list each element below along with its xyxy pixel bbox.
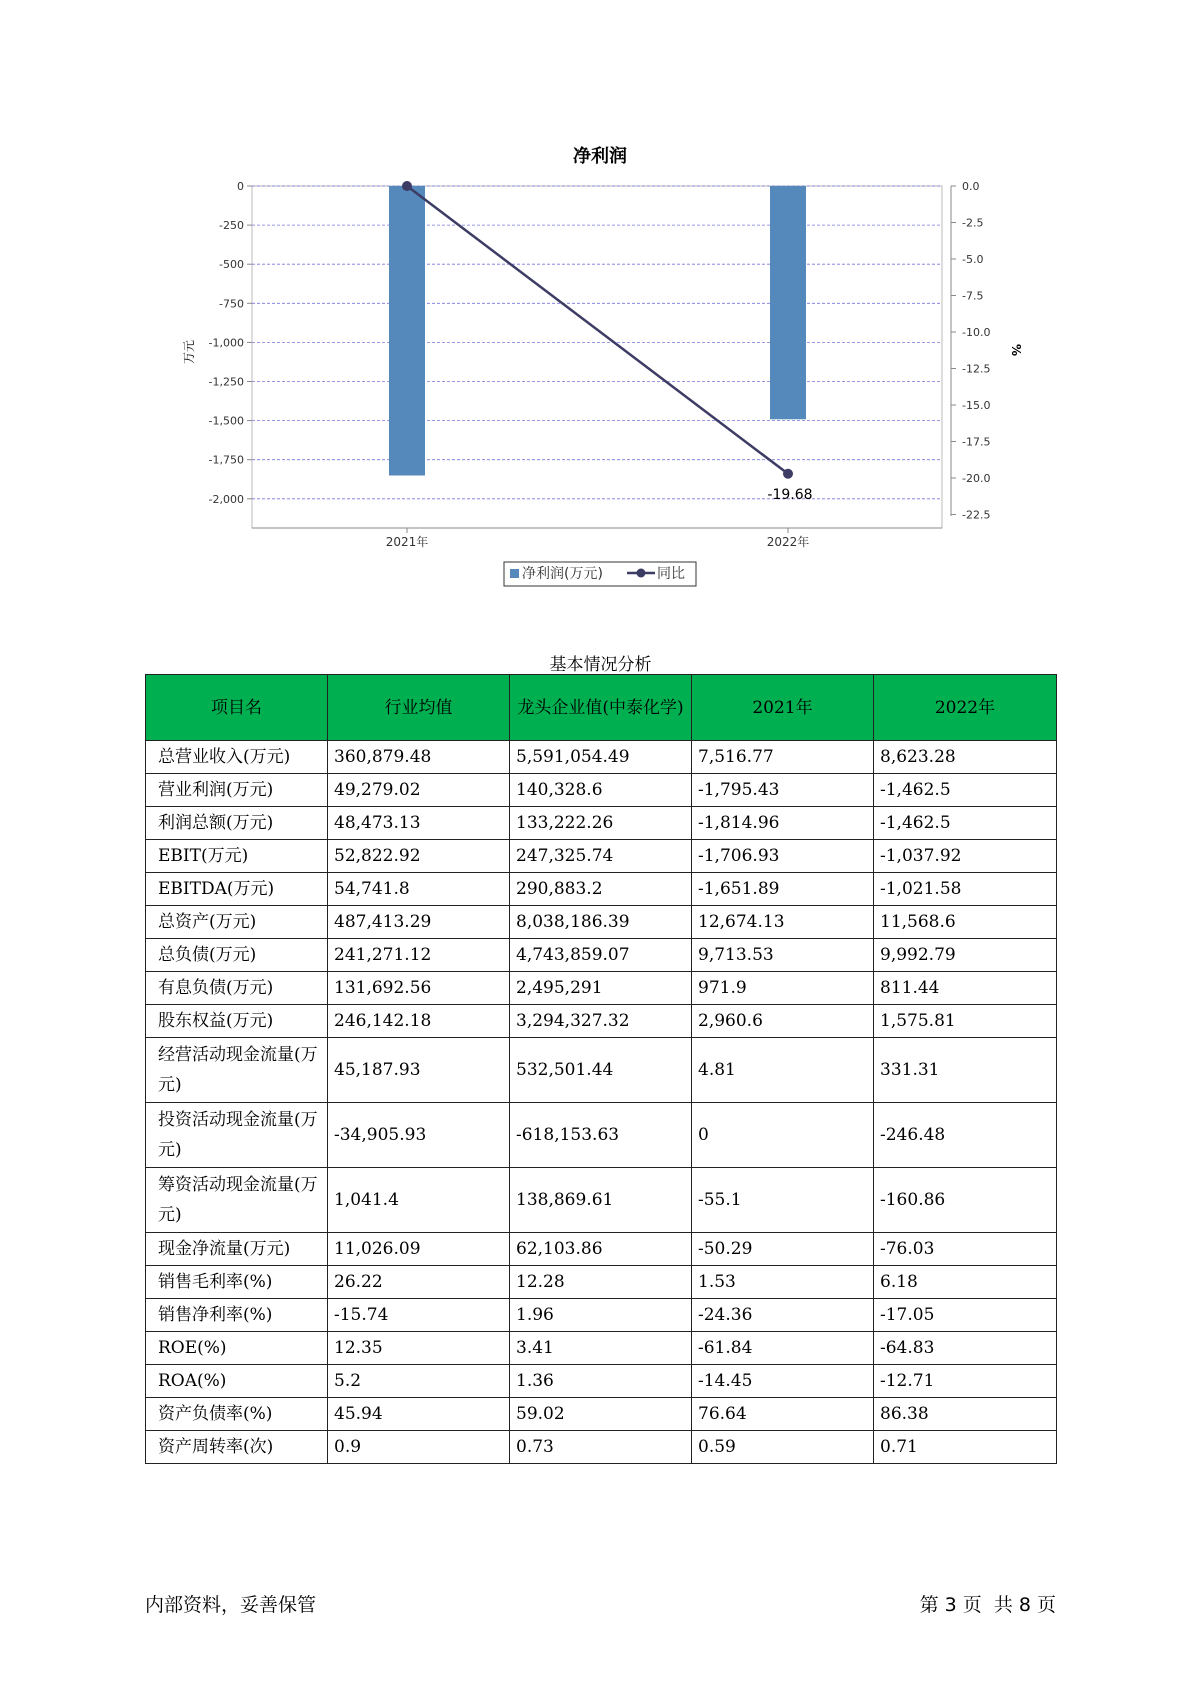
y-tick-label: -250 xyxy=(219,219,244,233)
y2-tick-label: -17.5 xyxy=(962,435,991,449)
table-cell: 131,692.56 xyxy=(328,972,510,1005)
table-cell: 48,473.13 xyxy=(328,807,510,840)
table-row xyxy=(146,741,1057,774)
table-cell: 1.36 xyxy=(510,1365,692,1398)
net-profit-chart xyxy=(0,0,1191,600)
y2-tick-label: -12.5 xyxy=(962,362,991,376)
y2-tick-label: -22.5 xyxy=(962,508,991,522)
table-cell: 1,041.4 xyxy=(328,1168,510,1233)
legend-label-yoy: 同比 xyxy=(657,566,685,582)
table-cell: -246.48 xyxy=(874,1103,1057,1168)
table-cell: 4.81 xyxy=(692,1038,874,1103)
table-row xyxy=(146,873,1057,906)
table-cell: -1,814.96 xyxy=(692,807,874,840)
table-cell: 487,413.29 xyxy=(328,906,510,939)
row-label: EBITDA(万元) xyxy=(146,873,328,906)
table-cell: -76.03 xyxy=(874,1233,1057,1266)
confidential-note: 内部资料，妥善保管 xyxy=(145,1594,317,1616)
row-label: 销售净利率(%) xyxy=(146,1299,328,1332)
table-cell: 360,879.48 xyxy=(328,741,510,774)
y-tick-label: -1,750 xyxy=(208,453,244,467)
table-row xyxy=(146,1168,1057,1233)
table-cell: 290,883.2 xyxy=(510,873,692,906)
table-cell: 45,187.93 xyxy=(328,1038,510,1103)
y2-tick-label: -7.5 xyxy=(962,289,984,303)
table-row xyxy=(146,1332,1057,1365)
table-cell: -34,905.93 xyxy=(328,1103,510,1168)
table-cell: -55.1 xyxy=(692,1168,874,1233)
table-cell: 12.35 xyxy=(328,1332,510,1365)
y-tick-label: -1,250 xyxy=(208,375,244,389)
yoy-line xyxy=(407,186,788,474)
table-cell: 247,325.74 xyxy=(510,840,692,873)
yoy-point xyxy=(783,469,793,479)
row-label: 筹资活动现金流量(万元) xyxy=(146,1168,328,1233)
table-cell: 0.71 xyxy=(874,1431,1057,1464)
table-cell: -160.86 xyxy=(874,1168,1057,1233)
y2-axis-title: % xyxy=(1009,343,1023,357)
yoy-point xyxy=(402,181,412,191)
table-cell: -24.36 xyxy=(692,1299,874,1332)
y2-tick-label: -10.0 xyxy=(962,326,991,339)
table-cell: 971.9 xyxy=(692,972,874,1005)
table-cell: -1,462.5 xyxy=(874,774,1057,807)
row-label: 利润总额(万元) xyxy=(146,807,328,840)
table-cell: 62,103.86 xyxy=(510,1233,692,1266)
table-cell: 9,992.79 xyxy=(874,939,1057,972)
table-cell: 0.9 xyxy=(328,1431,510,1464)
row-label: 投资活动现金流量(万元) xyxy=(146,1103,328,1168)
table-cell: 4,743,859.07 xyxy=(510,939,692,972)
y2-tick-label: -15.0 xyxy=(962,399,991,412)
row-label: 现金净流量(万元) xyxy=(146,1233,328,1266)
table-cell: -15.74 xyxy=(328,1299,510,1332)
table-cell: 26.22 xyxy=(328,1266,510,1299)
table-cell: -1,651.89 xyxy=(692,873,874,906)
header-industry-average: 行业均值 xyxy=(328,675,510,741)
table-cell: 2,960.6 xyxy=(692,1005,874,1038)
table-cell: 133,222.26 xyxy=(510,807,692,840)
y2-tick-label: -5.0 xyxy=(962,253,984,266)
table-cell: 3,294,327.32 xyxy=(510,1005,692,1038)
y-tick-label: -500 xyxy=(219,258,244,272)
row-label: ROA(%) xyxy=(146,1365,328,1398)
table-cell: 0.73 xyxy=(510,1431,692,1464)
table-cell: -1,462.5 xyxy=(874,807,1057,840)
row-label: 总资产(万元) xyxy=(146,906,328,939)
table-cell: 54,741.8 xyxy=(328,873,510,906)
y-tick-label: -750 xyxy=(219,297,244,311)
table-cell: 12,674.13 xyxy=(692,906,874,939)
table-cell: 59.02 xyxy=(510,1398,692,1431)
basic-analysis-table xyxy=(145,674,1057,1464)
legend-swatch-point xyxy=(637,569,646,578)
y2-tick-label: -20.0 xyxy=(962,472,991,485)
table-cell: 2,495,291 xyxy=(510,972,692,1005)
table-cell: 12.28 xyxy=(510,1266,692,1299)
table-cell: 11,568.6 xyxy=(874,906,1057,939)
table-cell: 52,822.92 xyxy=(328,840,510,873)
table-row xyxy=(146,1233,1057,1266)
y-tick-label: -2,000 xyxy=(208,492,244,506)
table-cell: -1,795.43 xyxy=(692,774,874,807)
table-row xyxy=(146,1266,1057,1299)
table-row xyxy=(146,939,1057,972)
table-cell: 241,271.12 xyxy=(328,939,510,972)
table-cell: 5,591,054.49 xyxy=(510,741,692,774)
x-tick-label: 2022年 xyxy=(766,535,810,549)
row-label: 总负债(万元) xyxy=(146,939,328,972)
table-cell: 246,142.18 xyxy=(328,1005,510,1038)
table-cell: 3.41 xyxy=(510,1332,692,1365)
table-cell: 6.18 xyxy=(874,1266,1057,1299)
table-cell: 11,026.09 xyxy=(328,1233,510,1266)
table-row xyxy=(146,807,1057,840)
y-axis-title: 万元 xyxy=(182,339,196,365)
table-row xyxy=(146,1299,1057,1332)
table-cell: 49,279.02 xyxy=(328,774,510,807)
table-cell: -1,037.92 xyxy=(874,840,1057,873)
legend-label-net-profit: 净利润(万元) xyxy=(522,566,603,582)
table-cell: -50.29 xyxy=(692,1233,874,1266)
y-tick-label: -1,000 xyxy=(208,336,244,350)
table-cell: 1,575.81 xyxy=(874,1005,1057,1038)
table-cell: -12.71 xyxy=(874,1365,1057,1398)
table-cell: 1.53 xyxy=(692,1266,874,1299)
table-cell: 140,328.6 xyxy=(510,774,692,807)
table-row xyxy=(146,840,1057,873)
row-label: EBIT(万元) xyxy=(146,840,328,873)
table-cell: 138,869.61 xyxy=(510,1168,692,1233)
bar-net-profit-2021年 xyxy=(389,186,425,475)
table-cell: 86.38 xyxy=(874,1398,1057,1431)
table-row xyxy=(146,1431,1057,1464)
table-cell: -64.83 xyxy=(874,1332,1057,1365)
row-label: ROE(%) xyxy=(146,1332,328,1365)
row-label: 资产负债率(%) xyxy=(146,1398,328,1431)
table-cell: 331.31 xyxy=(874,1038,1057,1103)
plot-frame xyxy=(252,186,942,528)
row-label: 股东权益(万元) xyxy=(146,1005,328,1038)
y2-tick-label: -2.5 xyxy=(962,216,984,230)
row-label: 营业利润(万元) xyxy=(146,774,328,807)
table-row xyxy=(146,1103,1057,1168)
header-item-name: 项目名 xyxy=(146,675,328,741)
data-label-yoy: -19.68 xyxy=(767,486,813,503)
table-cell: 7,516.77 xyxy=(692,741,874,774)
row-label: 有息负债(万元) xyxy=(146,972,328,1005)
table-cell: 8,623.28 xyxy=(874,741,1057,774)
y-tick-label: 0 xyxy=(237,180,244,193)
x-tick-label: 2021年 xyxy=(385,535,429,549)
table-cell: -618,153.63 xyxy=(510,1103,692,1168)
table-row xyxy=(146,1005,1057,1038)
table-cell: 8,038,186.39 xyxy=(510,906,692,939)
table-cell: -61.84 xyxy=(692,1332,874,1365)
row-label: 经营活动现金流量(万元) xyxy=(146,1038,328,1103)
header-leading-company: 龙头企业值(中泰化学) xyxy=(510,675,692,741)
row-label: 销售毛利率(%) xyxy=(146,1266,328,1299)
table-cell: -17.05 xyxy=(874,1299,1057,1332)
y2-tick-label: 0.0 xyxy=(962,180,980,193)
table-cell: 0 xyxy=(692,1103,874,1168)
table-header-row xyxy=(146,675,1057,741)
table-row xyxy=(146,1398,1057,1431)
bar-net-profit-2022年 xyxy=(770,186,806,419)
table-cell: -14.45 xyxy=(692,1365,874,1398)
table-cell: 1.96 xyxy=(510,1299,692,1332)
table-cell: -1,706.93 xyxy=(692,840,874,873)
header-2021: 2021年 xyxy=(692,675,874,741)
table-row xyxy=(146,906,1057,939)
table-cell: 532,501.44 xyxy=(510,1038,692,1103)
table-row xyxy=(146,1365,1057,1398)
table-cell: 45.94 xyxy=(328,1398,510,1431)
row-label: 资产周转率(次) xyxy=(146,1431,328,1464)
table-caption: 基本情况分析 xyxy=(549,655,652,675)
table-row xyxy=(146,972,1057,1005)
chart-title: 净利润 xyxy=(573,146,627,167)
table-cell: 811.44 xyxy=(874,972,1057,1005)
table-row xyxy=(146,1038,1057,1103)
table-cell: 9,713.53 xyxy=(692,939,874,972)
legend-swatch-bar xyxy=(510,569,519,578)
header-2022: 2022年 xyxy=(874,675,1057,741)
table-cell: 5.2 xyxy=(328,1365,510,1398)
table-cell: 76.64 xyxy=(692,1398,874,1431)
table-row xyxy=(146,774,1057,807)
y-tick-label: -1,500 xyxy=(208,414,244,428)
page-number: 第 3 页 共 8 页 xyxy=(919,1594,1056,1616)
row-label: 总营业收入(万元) xyxy=(146,741,328,774)
table-cell: 0.59 xyxy=(692,1431,874,1464)
table-cell: -1,021.58 xyxy=(874,873,1057,906)
